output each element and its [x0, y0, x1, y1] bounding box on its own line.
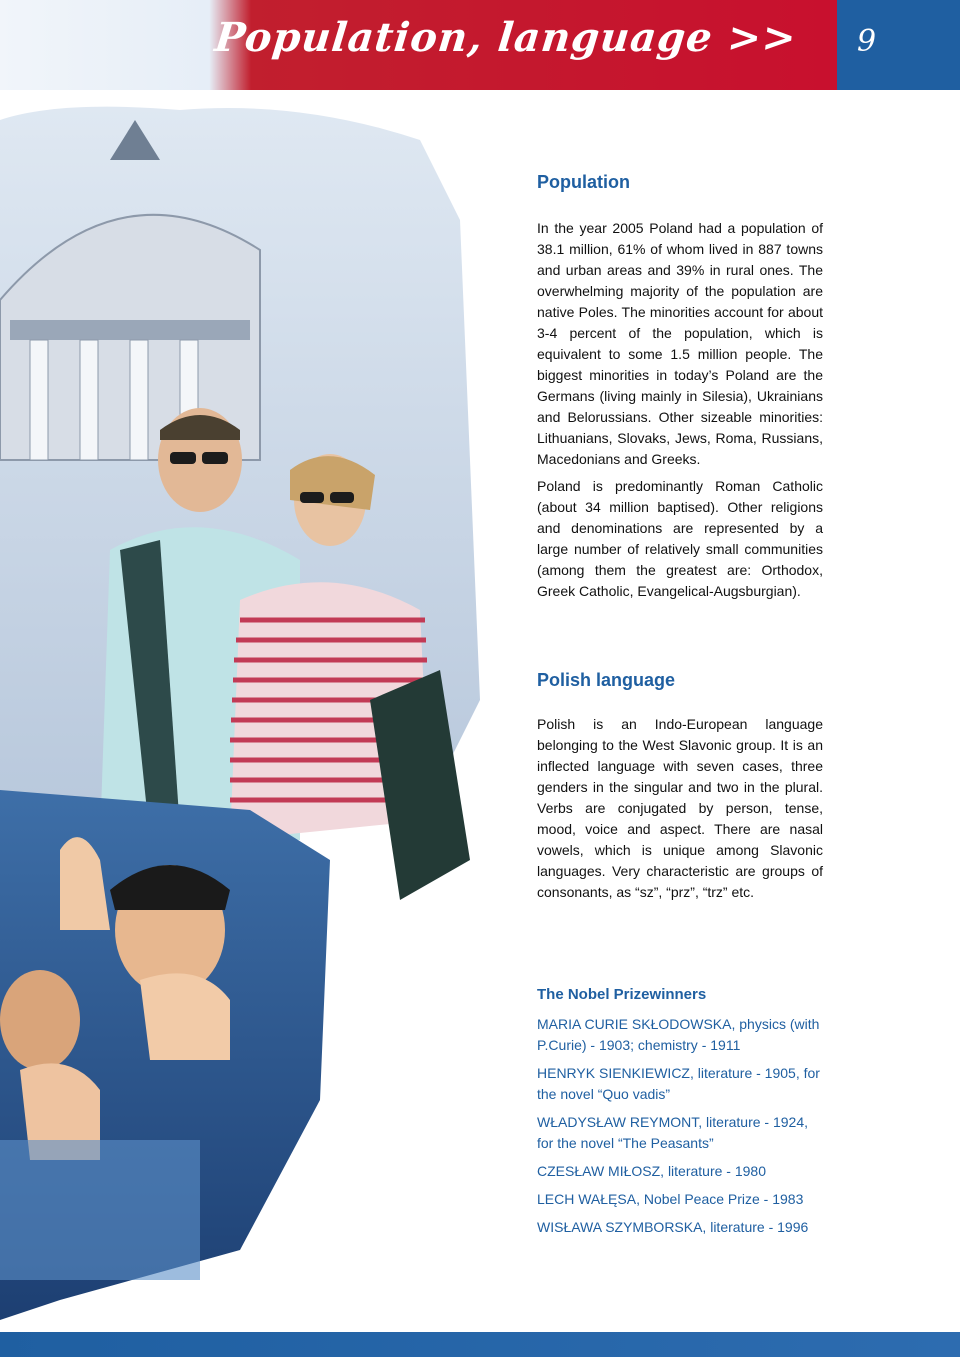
population-heading: Population	[537, 172, 630, 192]
nobel-item: CZESŁAW MIŁOSZ, literature - 1980	[537, 1163, 766, 1179]
page-title: Population, language >>	[212, 14, 800, 61]
page-number: 9	[857, 24, 877, 59]
nobel-list	[537, 1014, 827, 1245]
nobel-item: LECH WAŁĘSA, Nobel Peace Prize - 1983	[537, 1191, 804, 1207]
page-number-box	[837, 0, 960, 90]
nobel-item: MARIA CURIE SKŁODOWSKA, physics (with P.Curie) - 1903; chemistry - 1911	[537, 1016, 820, 1053]
collage-image	[0, 100, 520, 1320]
population-paragraph-2: Poland is predominantly Roman Catholic (about 34 million baptised). Other religions and denominations are represented by a large number of relatively small communities (among them the greatest are: Orthodox, Greek Catholic, Evangelical-Augsburgian).	[537, 478, 823, 599]
language-text	[537, 714, 823, 909]
photo-collage	[0, 100, 520, 1320]
nobel-heading: The Nobel Prizewinners	[537, 986, 707, 1003]
language-paragraph: Polish is an Indo-European language belonging to the West Slavonic group. It is an inflected language with seven cases, three genders in the singular and two in the plural. Verbs are conjugated by person, tense, mood, voice and aspect. There are nasal vowels, which is unique among Slavonic languages. Very characteristic are groups of consonants, as “sz”, “prz”, “trz” etc.	[537, 716, 823, 900]
population-text	[537, 218, 823, 608]
language-heading: Polish language	[537, 670, 676, 690]
nobel-item: WISŁAWA SZYMBORSKA, literature - 1996	[537, 1219, 809, 1235]
nobel-item: WŁADYSŁAW REYMONT, literature - 1924, for the novel “The Peasants”	[537, 1114, 809, 1151]
nobel-item: HENRYK SIENKIEWICZ, literature - 1905, for the novel “Quo vadis”	[537, 1065, 820, 1102]
footer-bar	[0, 1332, 960, 1357]
header-banner	[0, 0, 837, 90]
population-paragraph-1: In the year 2005 Poland had a population of 38.1 million, 61% of whom lived in 887 towns and urban areas and 39% in rural ones. The overwhelming majority of the population are native Poles. The minorities account for about 3-4 percent of the population, which is equivalent to some 1.5 million people. The biggest minorities in today’s Poland are the Germans (living mainly in Silesia), Ukrainians and Belorussians. Other sizeable minorities: Lithuanians, Slovaks, Jews, Roma, Russians, Macedonians and Greeks.	[537, 220, 823, 467]
